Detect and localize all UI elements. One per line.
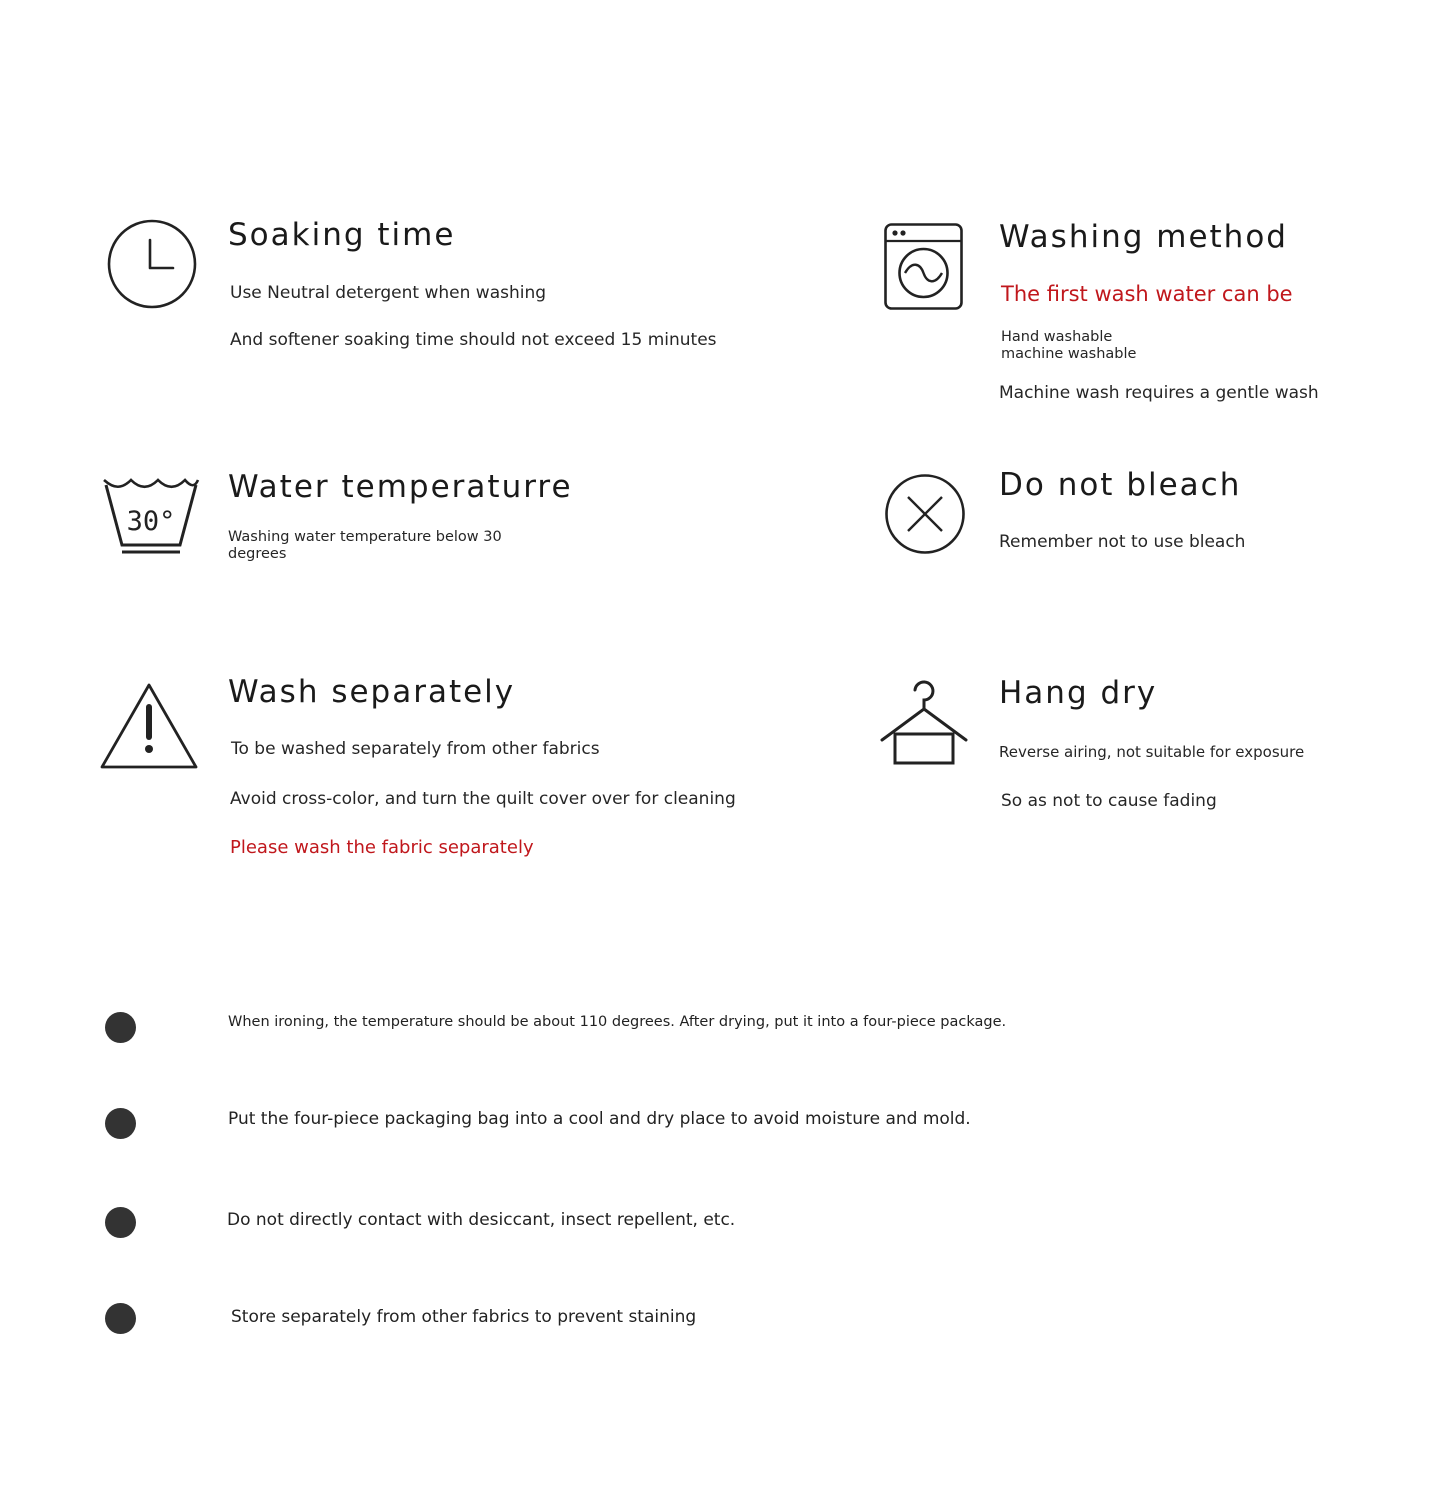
wash-30-label: 30° xyxy=(126,506,176,537)
washing-machine-icon xyxy=(884,223,964,311)
washing-method-line-1: The first wash water can be xyxy=(1001,282,1293,306)
washing-method-line-2: Hand washable machine washable xyxy=(1001,329,1137,362)
hanger-icon xyxy=(879,676,969,766)
note-1: When ironing, the temperature should be about 110 degrees. After drying, put it into a four-piece package. xyxy=(228,1014,1007,1030)
do-not-bleach-title: Do not bleach xyxy=(999,467,1242,503)
warning-icon xyxy=(99,681,199,771)
bullet-icon xyxy=(105,1207,136,1238)
clock-icon xyxy=(106,218,198,310)
water-temperature-title: Water temperaturre xyxy=(228,469,573,505)
note-3: Do not directly contact with desiccant, insect repellent, etc. xyxy=(227,1210,736,1230)
water-temperature-line-1: Washing water temperature below 30 degrees xyxy=(228,529,502,562)
soaking-line-1: Use Neutral detergent when washing xyxy=(230,283,547,303)
wash-separately-title: Wash separately xyxy=(228,674,516,710)
bullet-icon xyxy=(105,1012,136,1043)
wash-30-degrees-icon xyxy=(102,477,200,555)
hang-dry-line-1: Reverse airing, not suitable for exposure xyxy=(999,743,1305,761)
wash-separately-line-1: To be washed separately from other fabrics xyxy=(231,739,600,759)
do-not-bleach-line-1: Remember not to use bleach xyxy=(999,532,1246,552)
hang-dry-title: Hang dry xyxy=(999,675,1158,711)
bullet-icon xyxy=(105,1108,136,1139)
soaking-line-2: And softener soaking time should not exceed 15 minutes xyxy=(230,330,717,350)
washing-method-title: Washing method xyxy=(999,219,1288,255)
bullet-icon xyxy=(105,1303,136,1334)
note-4: Store separately from other fabrics to prevent staining xyxy=(231,1307,697,1327)
do-not-bleach-icon xyxy=(884,473,966,555)
washing-method-line-3: Machine wash requires a gentle wash xyxy=(999,383,1319,403)
wash-separately-line-2: Avoid cross-color, and turn the quilt cover over for cleaning xyxy=(230,789,736,809)
note-2: Put the four-piece packaging bag into a cool and dry place to avoid moisture and mold. xyxy=(228,1109,971,1129)
soaking-time-title: Soaking time xyxy=(228,217,456,253)
wash-separately-line-3: Please wash the fabric separately xyxy=(230,837,534,858)
hang-dry-line-2: So as not to cause fading xyxy=(1001,791,1217,811)
